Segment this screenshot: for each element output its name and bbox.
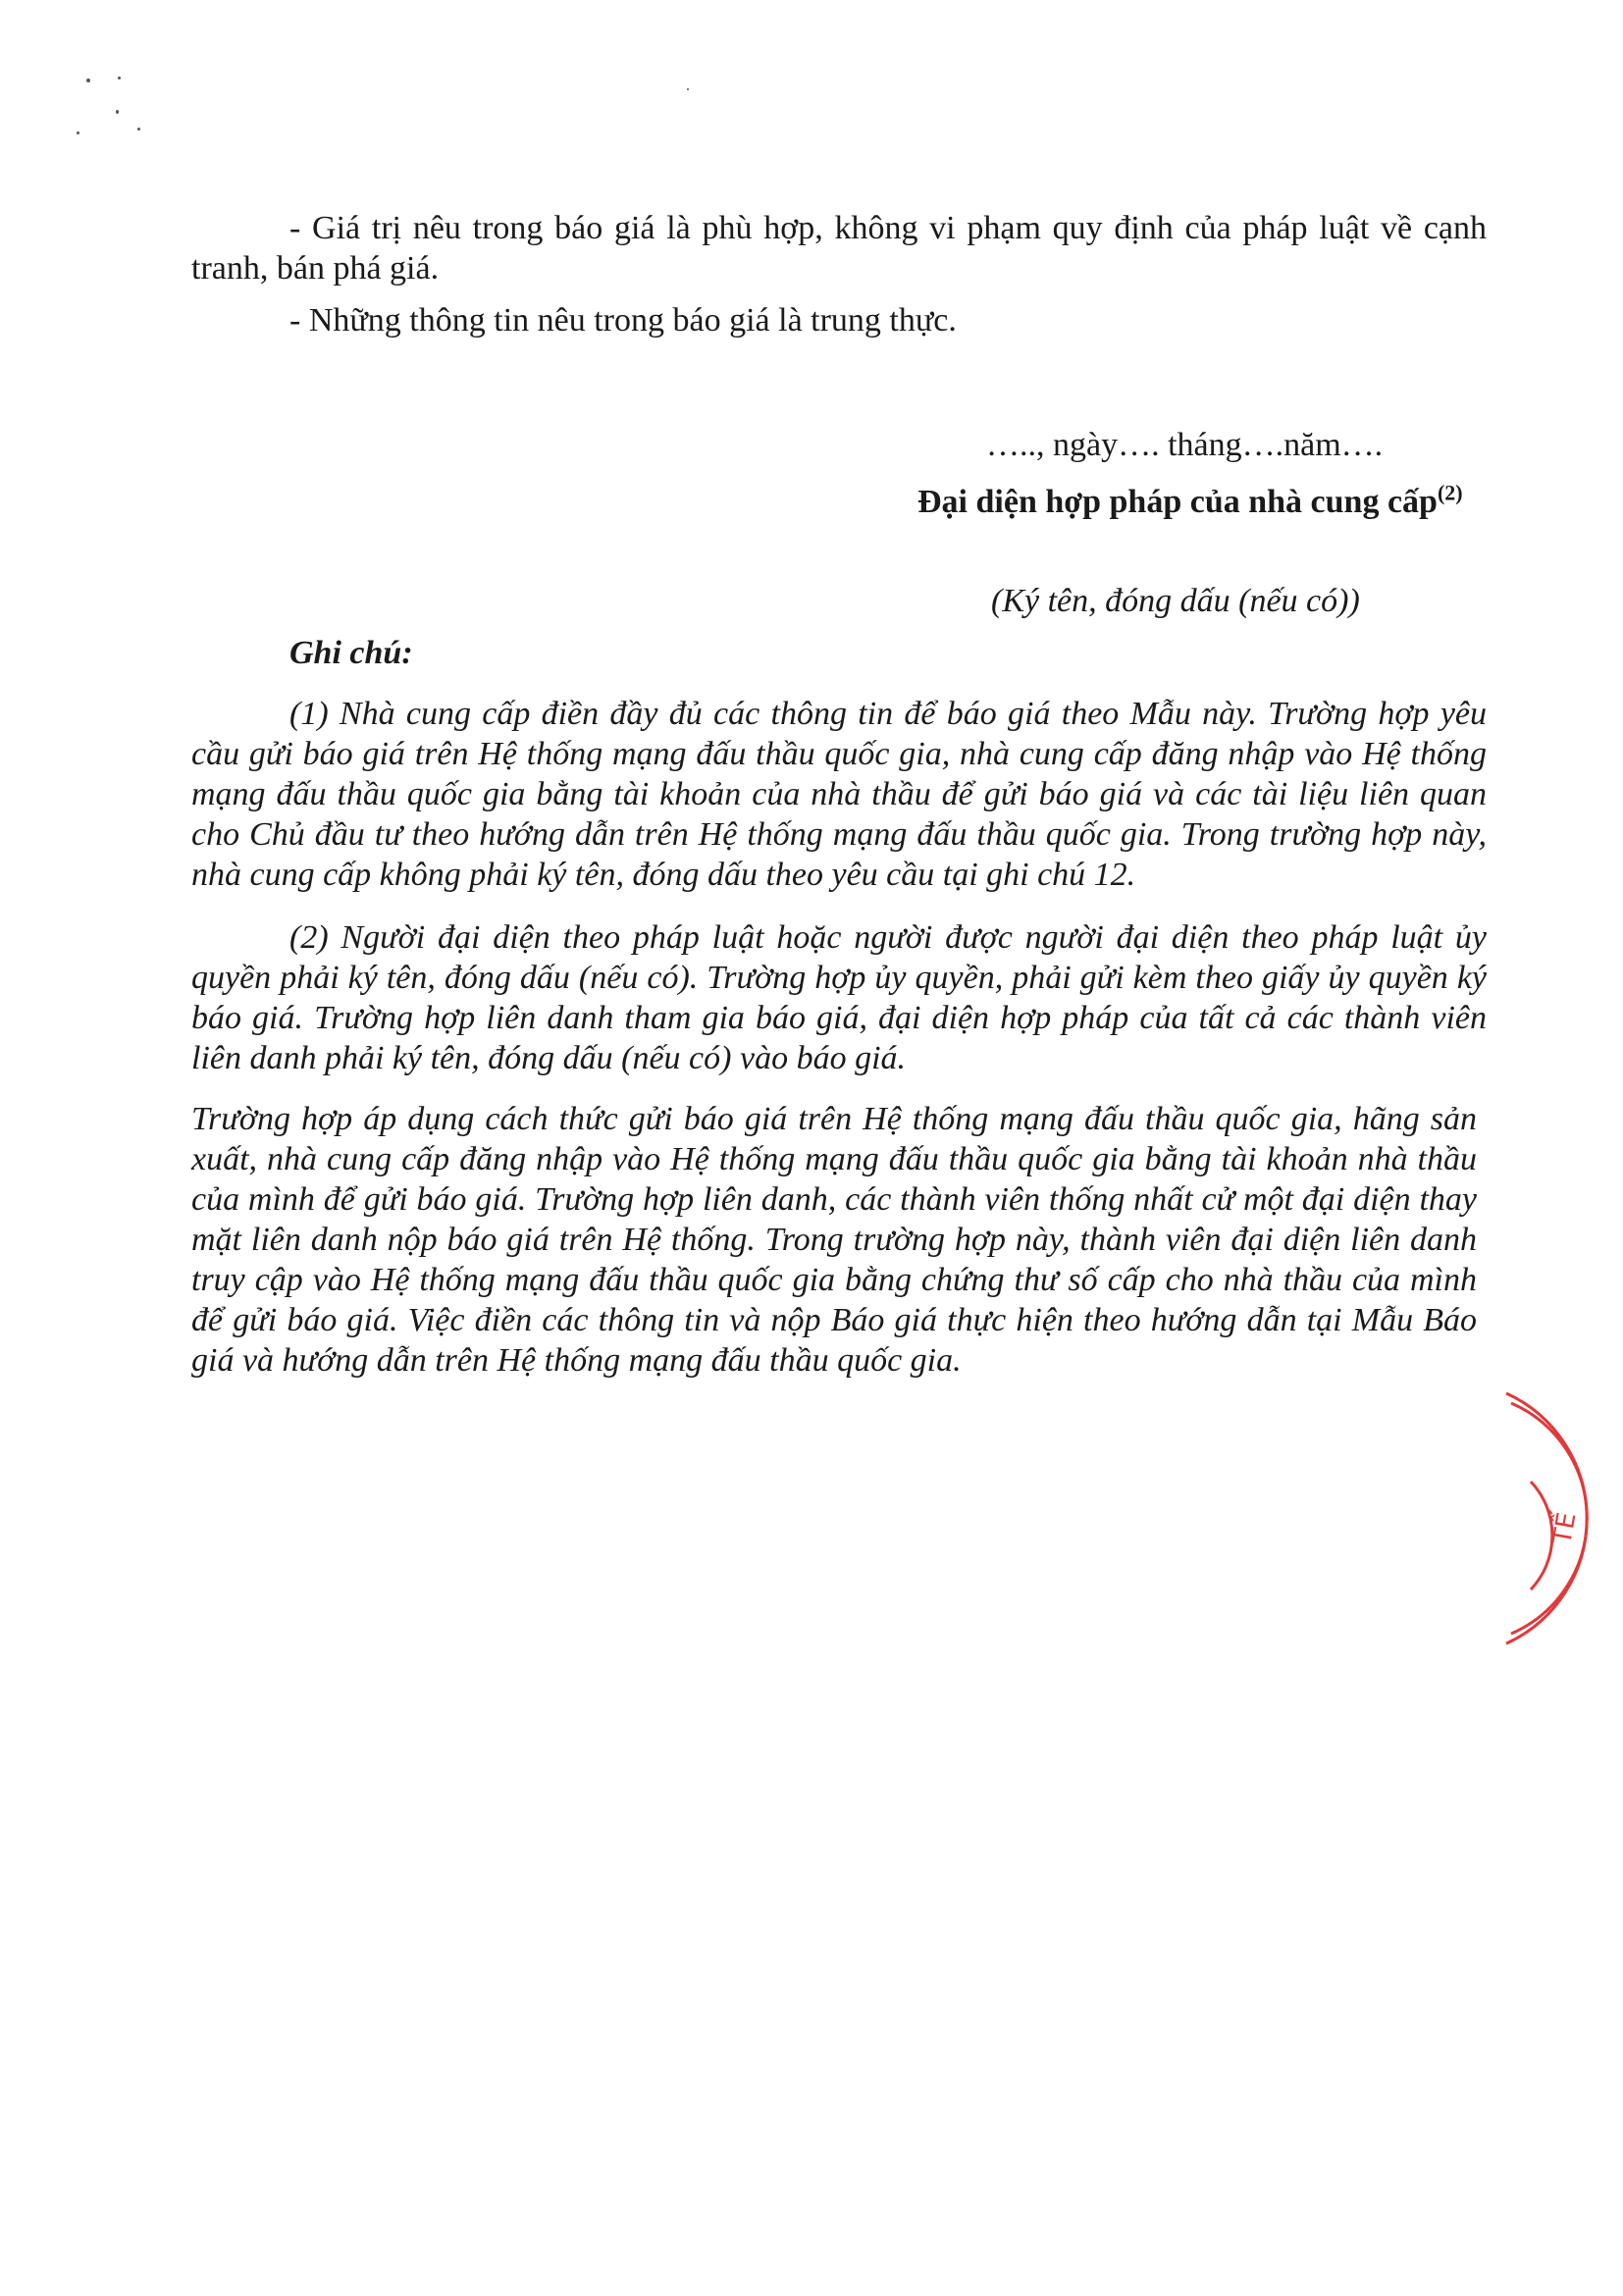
commitment-truthful-info: - Những thông tin nêu trong báo giá là trung thực. [289, 302, 957, 339]
date-line: ….., ngày…. tháng….năm…. [986, 427, 1384, 463]
company-stamp-fragment [1472, 1374, 1623, 1668]
scan-speck [86, 78, 90, 82]
stamp-icon [1472, 1374, 1623, 1668]
scan-speck [116, 110, 119, 114]
note-3: Trường hợp áp dụng cách thức gửi báo giá trên Hệ thống mạng đấu thầu quốc gia, hãng sản xuất, nhà cung cấp đăng nhập vào Hệ thống mạng đấu thầu quốc gia bằng tài khoản nhà thầu của mình để gửi báo giá. Trường hợp liên danh, các thành viên thống nhất cử một đại diện thay mặt liên danh nộp báo giá trên Hệ thống. Trong trường hợp này, thành viên đại diện liên danh truy cập vào Hệ thống mạng đấu thầu quốc gia bằng chứng thư số cấp cho nhà thầu của mình để gửi báo giá. Việc điền các thông tin và nộp Báo giá thực hiện theo hướng dẫn tại Mẫu Báo giá và hướng dẫn trên Hệ thống mạng đấu thầu quốc gia. [191, 1101, 1477, 1379]
note-1: (1) Nhà cung cấp điền đầy đủ các thông tin để báo giá theo Mẫu này. Trường hợp yêu cầu gửi báo giá trên Hệ thống mạng đấu thầu quốc gia, nhà cung cấp đăng nhập vào Hệ thống mạng đấu thầu quốc gia bằng tài khoản của nhà thầu để gửi báo giá và các tài liệu liên quan cho Chủ đầu tư theo hướng dẫn trên Hệ thống mạng đấu thầu quốc gia. Trong trường hợp này, nhà cung cấp không phải ký tên, đóng dấu theo yêu cầu tại ghi chú 12. [191, 696, 1487, 893]
signature-instruction: (Ký tên, đóng dấu (nếu có)) [991, 583, 1360, 619]
scan-speck [137, 128, 140, 130]
signature-title-text: Đại diện hợp pháp của nhà cung cấp [917, 484, 1438, 520]
notes-heading: Ghi chú: [289, 635, 413, 671]
note-2: (2) Người đại diện theo pháp luật hoặc người được người đại diện theo pháp luật ủy quyền phải ký tên, đóng dấu (nếu có). Trường hợp ủy quyền, phải gửi kèm theo giấy ủy quyền ký báo giá. Trường hợp liên danh tham gia báo giá, đại diện hợp pháp của tất cả các thành viên liên danh phải ký tên, đóng dấu (nếu có) vào báo giá. [191, 919, 1487, 1076]
signature-title-note: (2) [1437, 480, 1463, 505]
signature-title [917, 482, 1463, 522]
scan-speck [118, 77, 121, 79]
commitment-price-compliance: - Giá trị nêu trong báo giá là phù hợp, không vi phạm quy định của pháp luật về cạnh tranh, bán phá giá. [191, 210, 1487, 287]
scan-speck [77, 131, 79, 134]
scan-speck [687, 88, 689, 90]
stamp-text: TẾ [1547, 1510, 1583, 1547]
